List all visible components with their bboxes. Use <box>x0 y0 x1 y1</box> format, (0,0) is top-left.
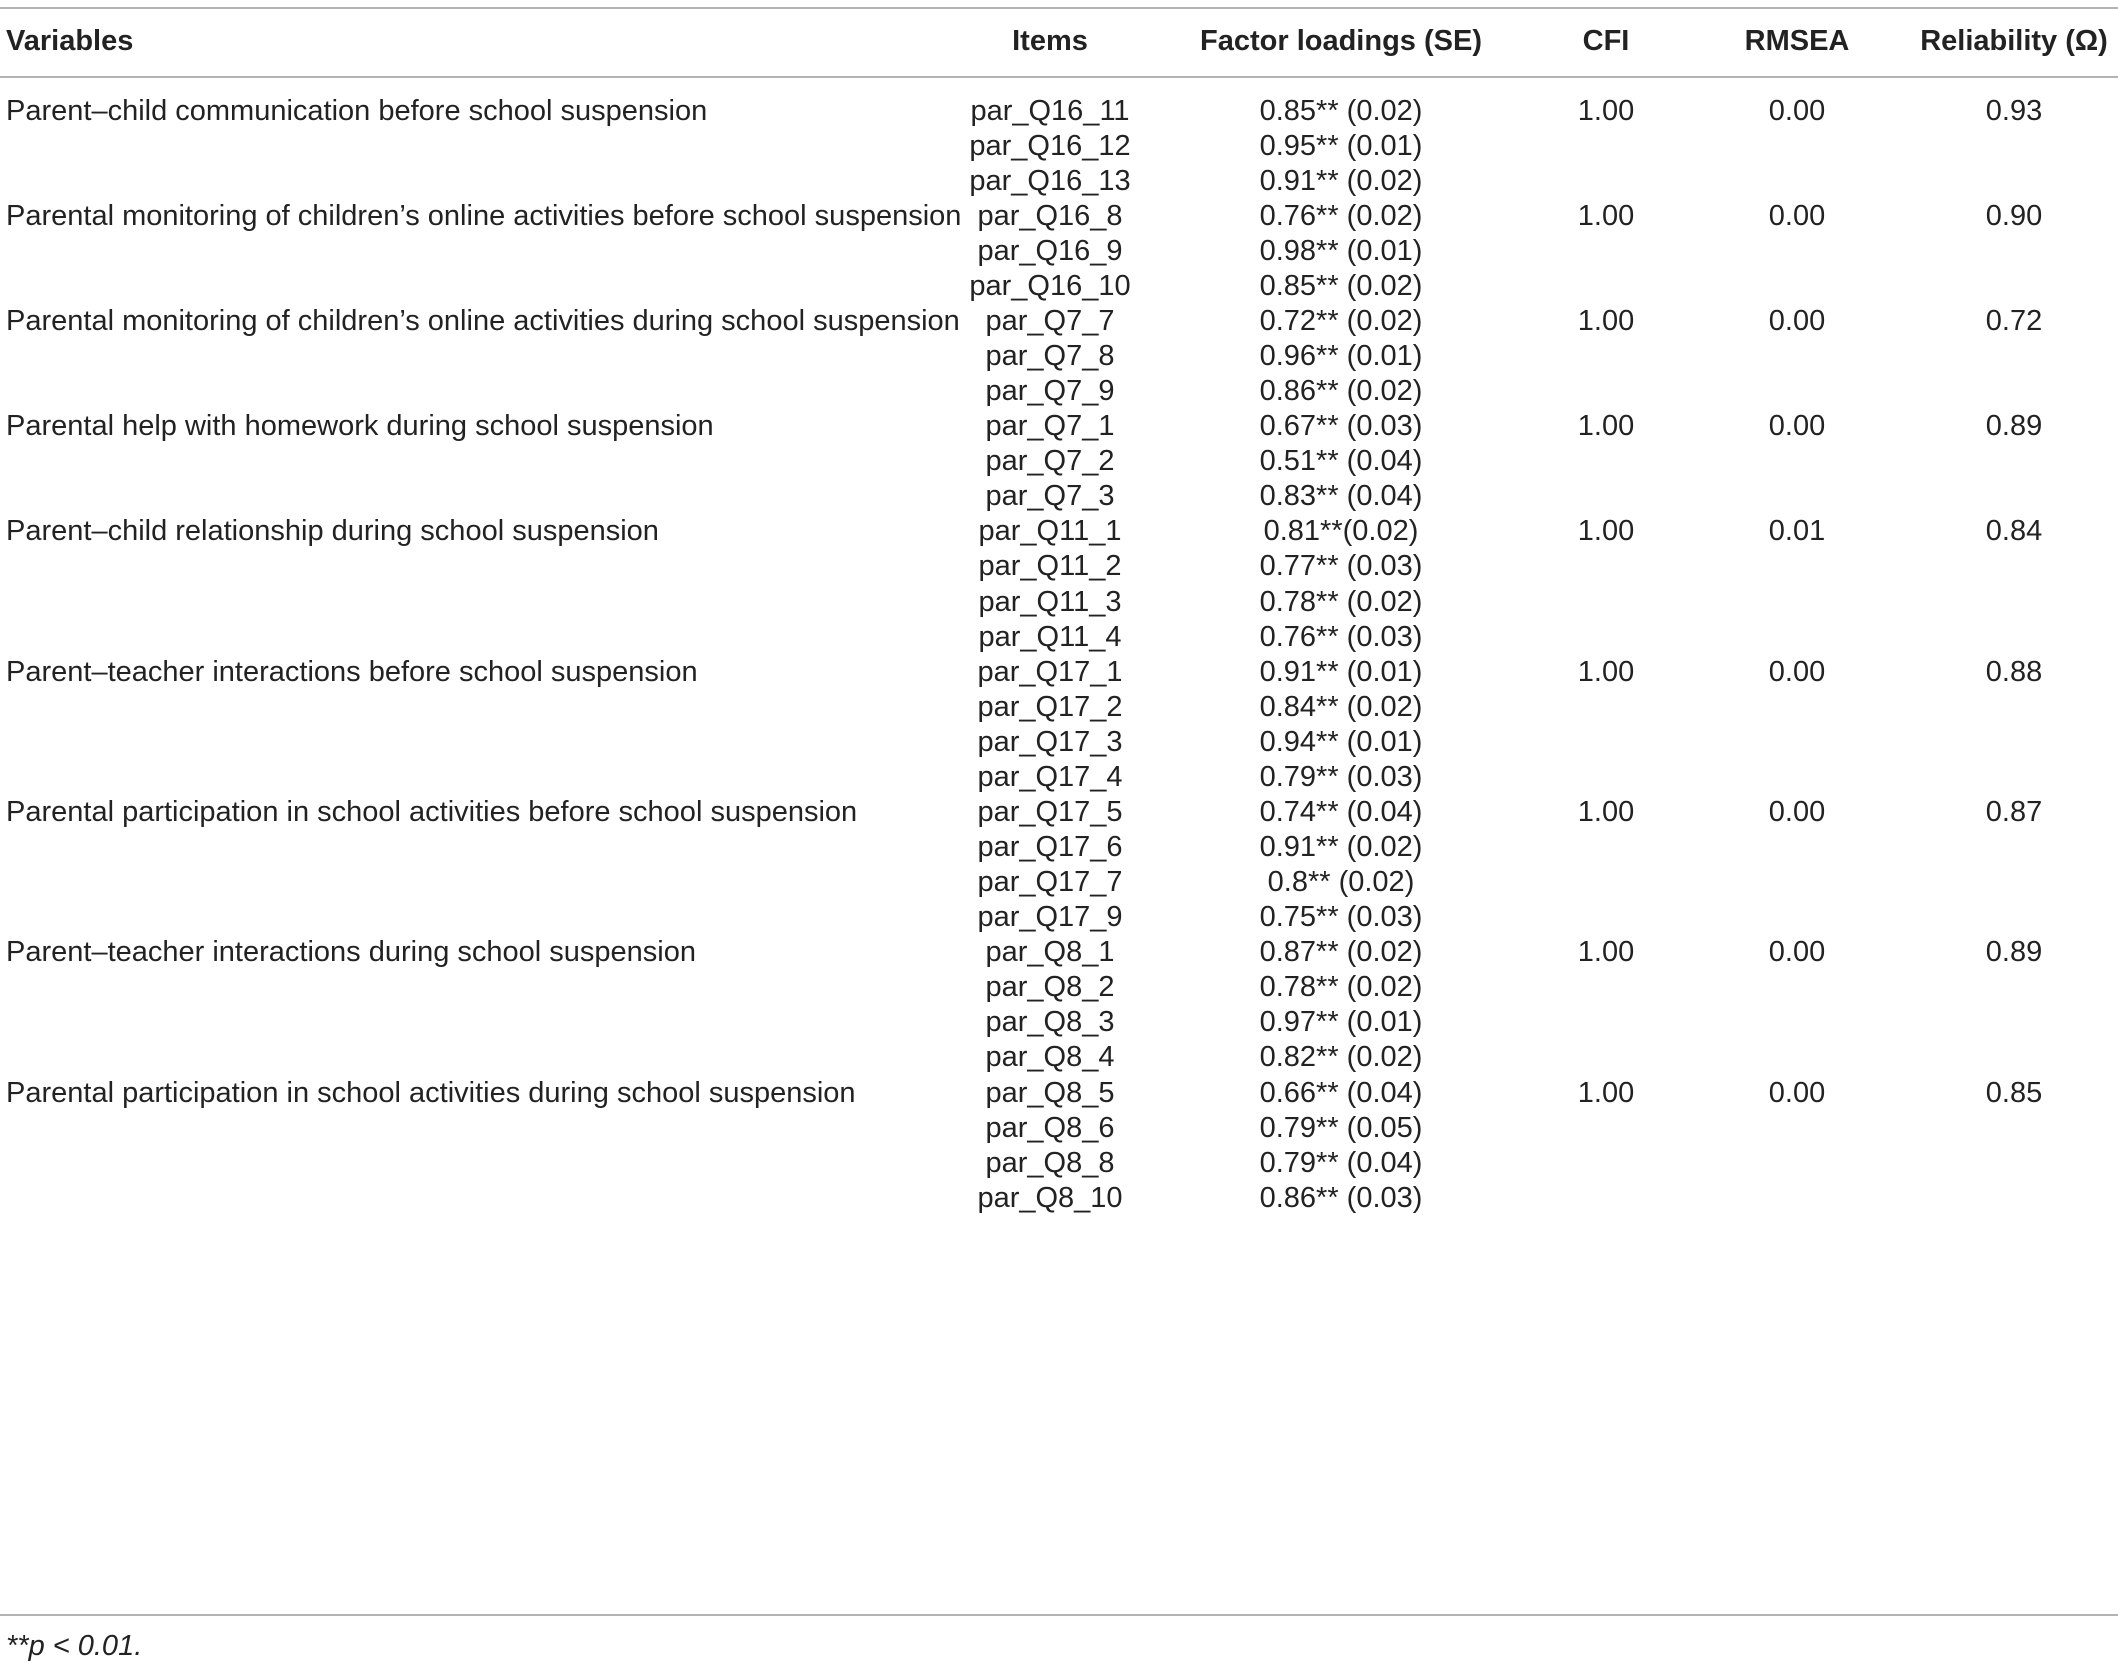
header-rule <box>0 76 2118 78</box>
table-bottom-rule <box>0 1614 2118 1616</box>
cfa-results-table: Variables Items Factor loadings (SE) CFI RMSEA Reliability (Ω) Parent–child communication before school suspension 1.00 0.00 0.93 par_Q16_11 0.85** (0.02) par_Q16_12 0.95** (0.01) par_Q16_13 0.91** (0.02) Parental monitoring of children’s online activities before school suspension 1.00 0.00 0.90 par_Q16_8 0.76** (0.02) par_Q16_9 0.98** (0.01) par_Q16_10 0.85** (0.02) Parental monitoring of children’s online activities during school suspension 1.00 0.00 0.72 par_Q7_7 0.72** (0.02) par_Q7_8 0.96** (0.01) par_Q7_9 0.86** (0.02) Parental help with homework during school suspension 1.00 0.00 0.89 par_Q7_1 0.67** (0.03) par_Q7_2 0.51** (0.04) par_Q7_3 0.83** (0.04) Parent–child relationship during school suspension 1.00 0.01 0.84 par_Q11_1 0.81**(0.02) par_Q11_2 0.77** (0.03) par_Q11_3 0.78** (0.02) par_Q11_4 0.76** (0.03) Parent–teacher interactions before school suspension 1.00 0.00 0.88 par_Q17_1 0.91** (0.01) par_Q17_2 0.84** (0.02) par_Q17_3 0.94** (0.01) par_Q17_4 0.79** (0.03) Parental participation in school activities before school suspension 1.00 0.00 0.87 par_Q17_5 0.74** (0.04) par_Q17_6 0.91** (0.02) par_Q17_7 0.8** (0.02) par_Q17_9 0.75** (0.03) Parent–teacher interactions during school suspension 1.00 0.00 0.89 par_Q8_1 0.87** (0.02) par_Q8_2 0.78** (0.02) par_Q8_3 0.97** (0.01) par_Q8_4 0.82** (0.02) Parental participation in school activities during school suspension 1.00 0.00 0.85 par_Q8_5 0.66** (0.04) par_Q8_6 0.79** (0.05) par_Q8_8 0.79** (0.04) par_Q8_10 0.86** (0.03) **p < 0.01. <box>0 0 2118 1663</box>
table-top-rule <box>0 7 2118 9</box>
